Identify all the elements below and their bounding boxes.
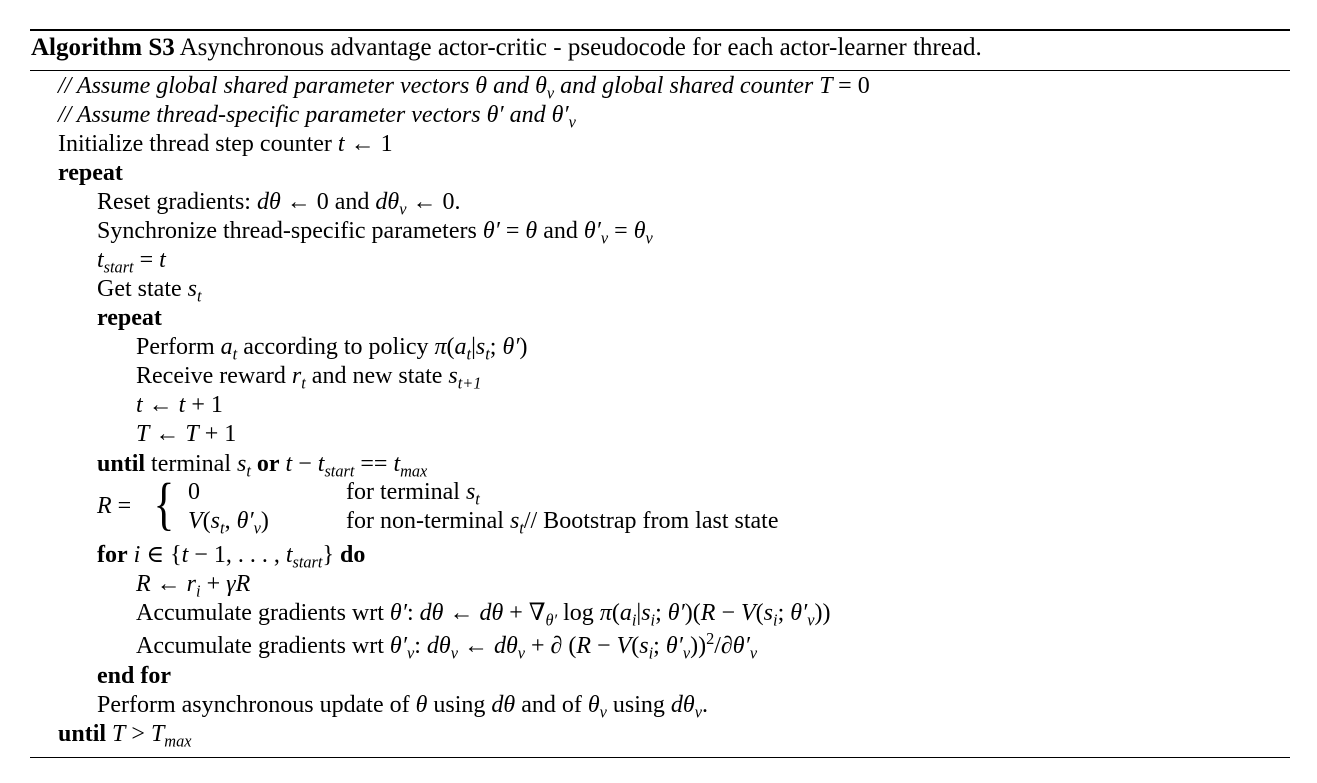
accumulate-theta-line: Accumulate gradients wrt θ′: dθ ← $d\theta + \nabla_{\theta'}$ $\log \pi(a_i|s_i$; $\theta')(R - V(s_i$; $\theta'_v$)) (136, 600, 831, 630)
top-rule (30, 29, 1290, 31)
until-inner-line: until terminal $s_t$ or $t - t_{start} == t_{max}$ (97, 451, 428, 481)
caption-rule (30, 70, 1290, 71)
accumulate-theta-v-line: Accumulate gradients wrt $\theta'_v$: $d\theta_v$ ← $d\theta_v$ + ∂ ($R - V(s_i$; $\theta'_v))^2/\partial\theta'_v$ (136, 629, 758, 663)
repeat-inner: repeat (97, 305, 162, 331)
perform-action-line: Perform $a_t$ according to policy $\pi(a_t|s_t$; θ′) (136, 334, 528, 364)
reset-gradients-line: Reset gradients: dθ ← 0 and $d\theta_v$ ← 0. (97, 189, 461, 219)
receive-reward-line: Receive reward $r_t$ and new state $s_{t+1}$ (136, 363, 482, 393)
synchronize-line: Synchronize thread-specific parameters θ′ = θ and $\theta'_v = \theta_v$ (97, 218, 653, 248)
bottom-rule (30, 757, 1290, 758)
case1-value: 0 (188, 479, 200, 505)
init-line: Initialize thread step counter t ← 1 (58, 131, 393, 157)
case2-condition: for non-terminal $s_t//$ Bootstrap from last state (346, 508, 779, 538)
until-outer-line: until $T > T_{max}$ (58, 721, 192, 751)
algorithm-title: Asynchronous advantage actor-critic - pseudocode for each actor-learner thread. (179, 34, 982, 61)
comment-line-1: // Assume global shared parameter vectors θ and $\theta_v$ and global shared counter T = 0 (58, 73, 870, 103)
comment-line-2: // Assume thread-specific parameter vectors θ′ and $\theta'_v$ (58, 102, 576, 132)
algorithm-caption (31, 33, 982, 63)
async-update-line: Perform asynchronous update of θ using dθ and of $\theta_v$ using $d\theta_v$. (97, 692, 708, 722)
get-state-line: Get state $s_t$ (97, 276, 202, 306)
cases-brace: { (153, 471, 175, 536)
tstart-line: $t_{start} = t$ (97, 247, 166, 277)
R-update-line: R ← $r_i + \gamma R$ (136, 571, 251, 601)
for-line: for i ∈ {t − 1, . . . , $t_{start}$} do (97, 542, 366, 572)
case2-value: $V(s_t$, $\theta'_v$) (188, 508, 269, 538)
repeat-outer: repeat (58, 160, 123, 186)
end-for: end for (97, 663, 171, 689)
case1-condition: for terminal $s_t$ (346, 479, 480, 509)
algorithm-label: Algorithm S3 (31, 34, 175, 61)
increment-T-line: T ← T + 1 (136, 421, 237, 447)
R-assignment: R = (97, 493, 132, 519)
increment-t-line: t ← t + 1 (136, 392, 223, 418)
